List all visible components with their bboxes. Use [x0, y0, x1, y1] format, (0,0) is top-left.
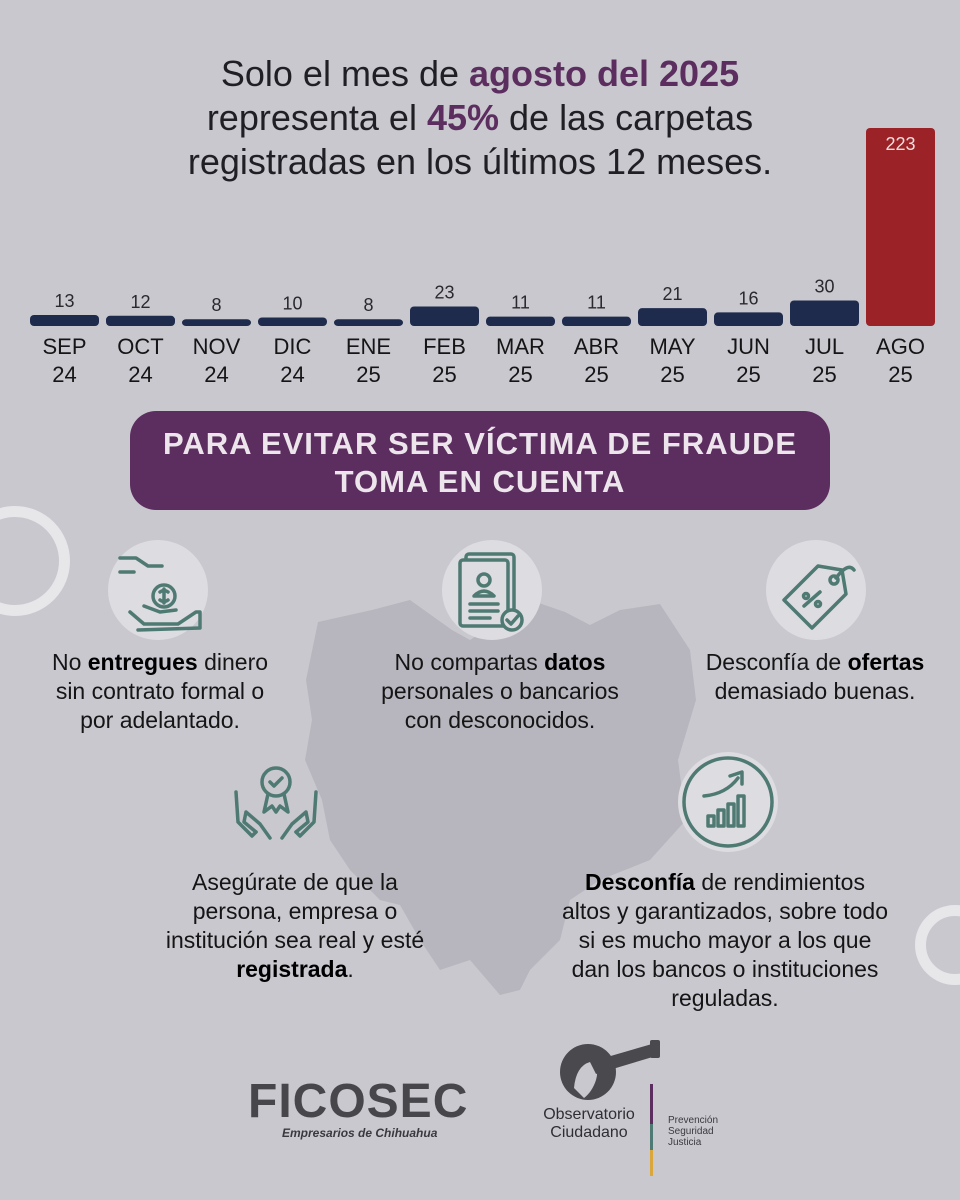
bar-mar [486, 317, 555, 326]
tip-rendimientos: Desconfía de rendimientos altos y garantizados, sobre todo si es mucho mayor a los que dan los bancos o instituciones reguladas. [561, 869, 889, 1011]
bar-jun [714, 312, 783, 326]
data-label-dic: 10 [282, 293, 303, 314]
x-tick-label: AGO [876, 334, 925, 359]
x-tick-label: MAY [649, 334, 696, 359]
x-tick-label: 24 [128, 362, 153, 387]
logo-divider-gold [650, 1150, 653, 1176]
tip-ofertas: Desconfía de ofertas demasiado buenas. [705, 649, 925, 704]
logo-divider-teal [650, 1124, 653, 1150]
data-label-ene: 8 [363, 295, 374, 316]
bar-sep [30, 315, 99, 326]
data-label-jul: 30 [814, 276, 835, 297]
x-tick-label: DIC [273, 334, 312, 359]
tip-no-compartas: No compartas datos personales o bancarios con desconocidos. [381, 649, 619, 733]
bar-ago [866, 128, 935, 326]
page-title: Solo el mes de agosto del 2025 representa el 45% de las carpetas registradas en los últimos 12 meses. [187, 53, 773, 182]
warning-banner [130, 411, 830, 510]
x-tick-label: NOV [192, 334, 241, 359]
x-tick-label: OCT [117, 334, 164, 359]
hand-money-icon [108, 540, 208, 640]
x-tick-label: 25 [432, 362, 457, 387]
data-label-oct: 12 [130, 291, 151, 312]
monthly-bar-chart [0, 100, 960, 400]
x-tick-label: 25 [888, 362, 913, 387]
x-tick-label: FEB [423, 334, 466, 359]
data-label-abr: 11 [587, 292, 606, 313]
x-tick-label: 25 [736, 362, 761, 387]
bar-may [638, 308, 707, 326]
x-tick-label: 24 [52, 362, 77, 387]
x-tick-label: ABR [573, 334, 620, 359]
x-tick-label: JUN [727, 334, 770, 359]
bar-ene [334, 319, 403, 326]
data-label-sep: 13 [54, 290, 75, 311]
data-label-may: 21 [662, 284, 683, 305]
bar-dic [258, 318, 327, 327]
ficosec-logo: FICOSEC [248, 1075, 469, 1128]
x-tick-label: 24 [204, 362, 229, 387]
data-label-feb: 23 [434, 282, 455, 303]
data-label-mar: 11 [511, 292, 530, 313]
x-tick-label: SEP [42, 334, 87, 359]
tip-asegurate: Asegúrate de que la persona, empresa o institución sea real y esté registrada. [165, 869, 425, 982]
banner-line-2: TOMA EN CUENTA [334, 464, 626, 499]
x-tick-label: 25 [812, 362, 837, 387]
banner-line-1: PARA EVITAR SER VÍCTIMA DE FRAUDE [162, 426, 798, 461]
observatorio-tags: Prevención Seguridad Justicia [668, 1115, 719, 1148]
data-label-ago: 223 [885, 134, 916, 154]
x-tick-label: ENE [345, 334, 392, 359]
x-tick-label: 25 [660, 362, 685, 387]
price-tag-icon [766, 540, 866, 640]
observatorio-logo-text: Observatorio Ciudadano [543, 1106, 635, 1141]
x-tick-label: 25 [584, 362, 609, 387]
data-label-nov: 8 [211, 295, 222, 316]
document-check-icon [442, 540, 542, 640]
hands-badge-icon [226, 752, 326, 852]
x-tick-label: 25 [508, 362, 533, 387]
bar-feb [410, 306, 479, 326]
growth-chart-icon [678, 752, 778, 852]
bar-jul [790, 301, 859, 327]
ficosec-tagline: Empresarios de Chihuahua [282, 1126, 438, 1140]
bar-oct [106, 316, 175, 326]
x-tick-label: MAR [496, 334, 545, 359]
x-tick-label: 24 [280, 362, 305, 387]
logo-divider-purple [650, 1084, 653, 1124]
bar-abr [562, 317, 631, 326]
x-tick-label: 25 [356, 362, 381, 387]
bar-nov [182, 319, 251, 326]
data-label-jun: 16 [738, 288, 759, 309]
x-tick-label: JUL [804, 334, 845, 359]
tip-no-entregues: No entregues dinero sin contrato formal o por adelantado. [51, 649, 269, 733]
